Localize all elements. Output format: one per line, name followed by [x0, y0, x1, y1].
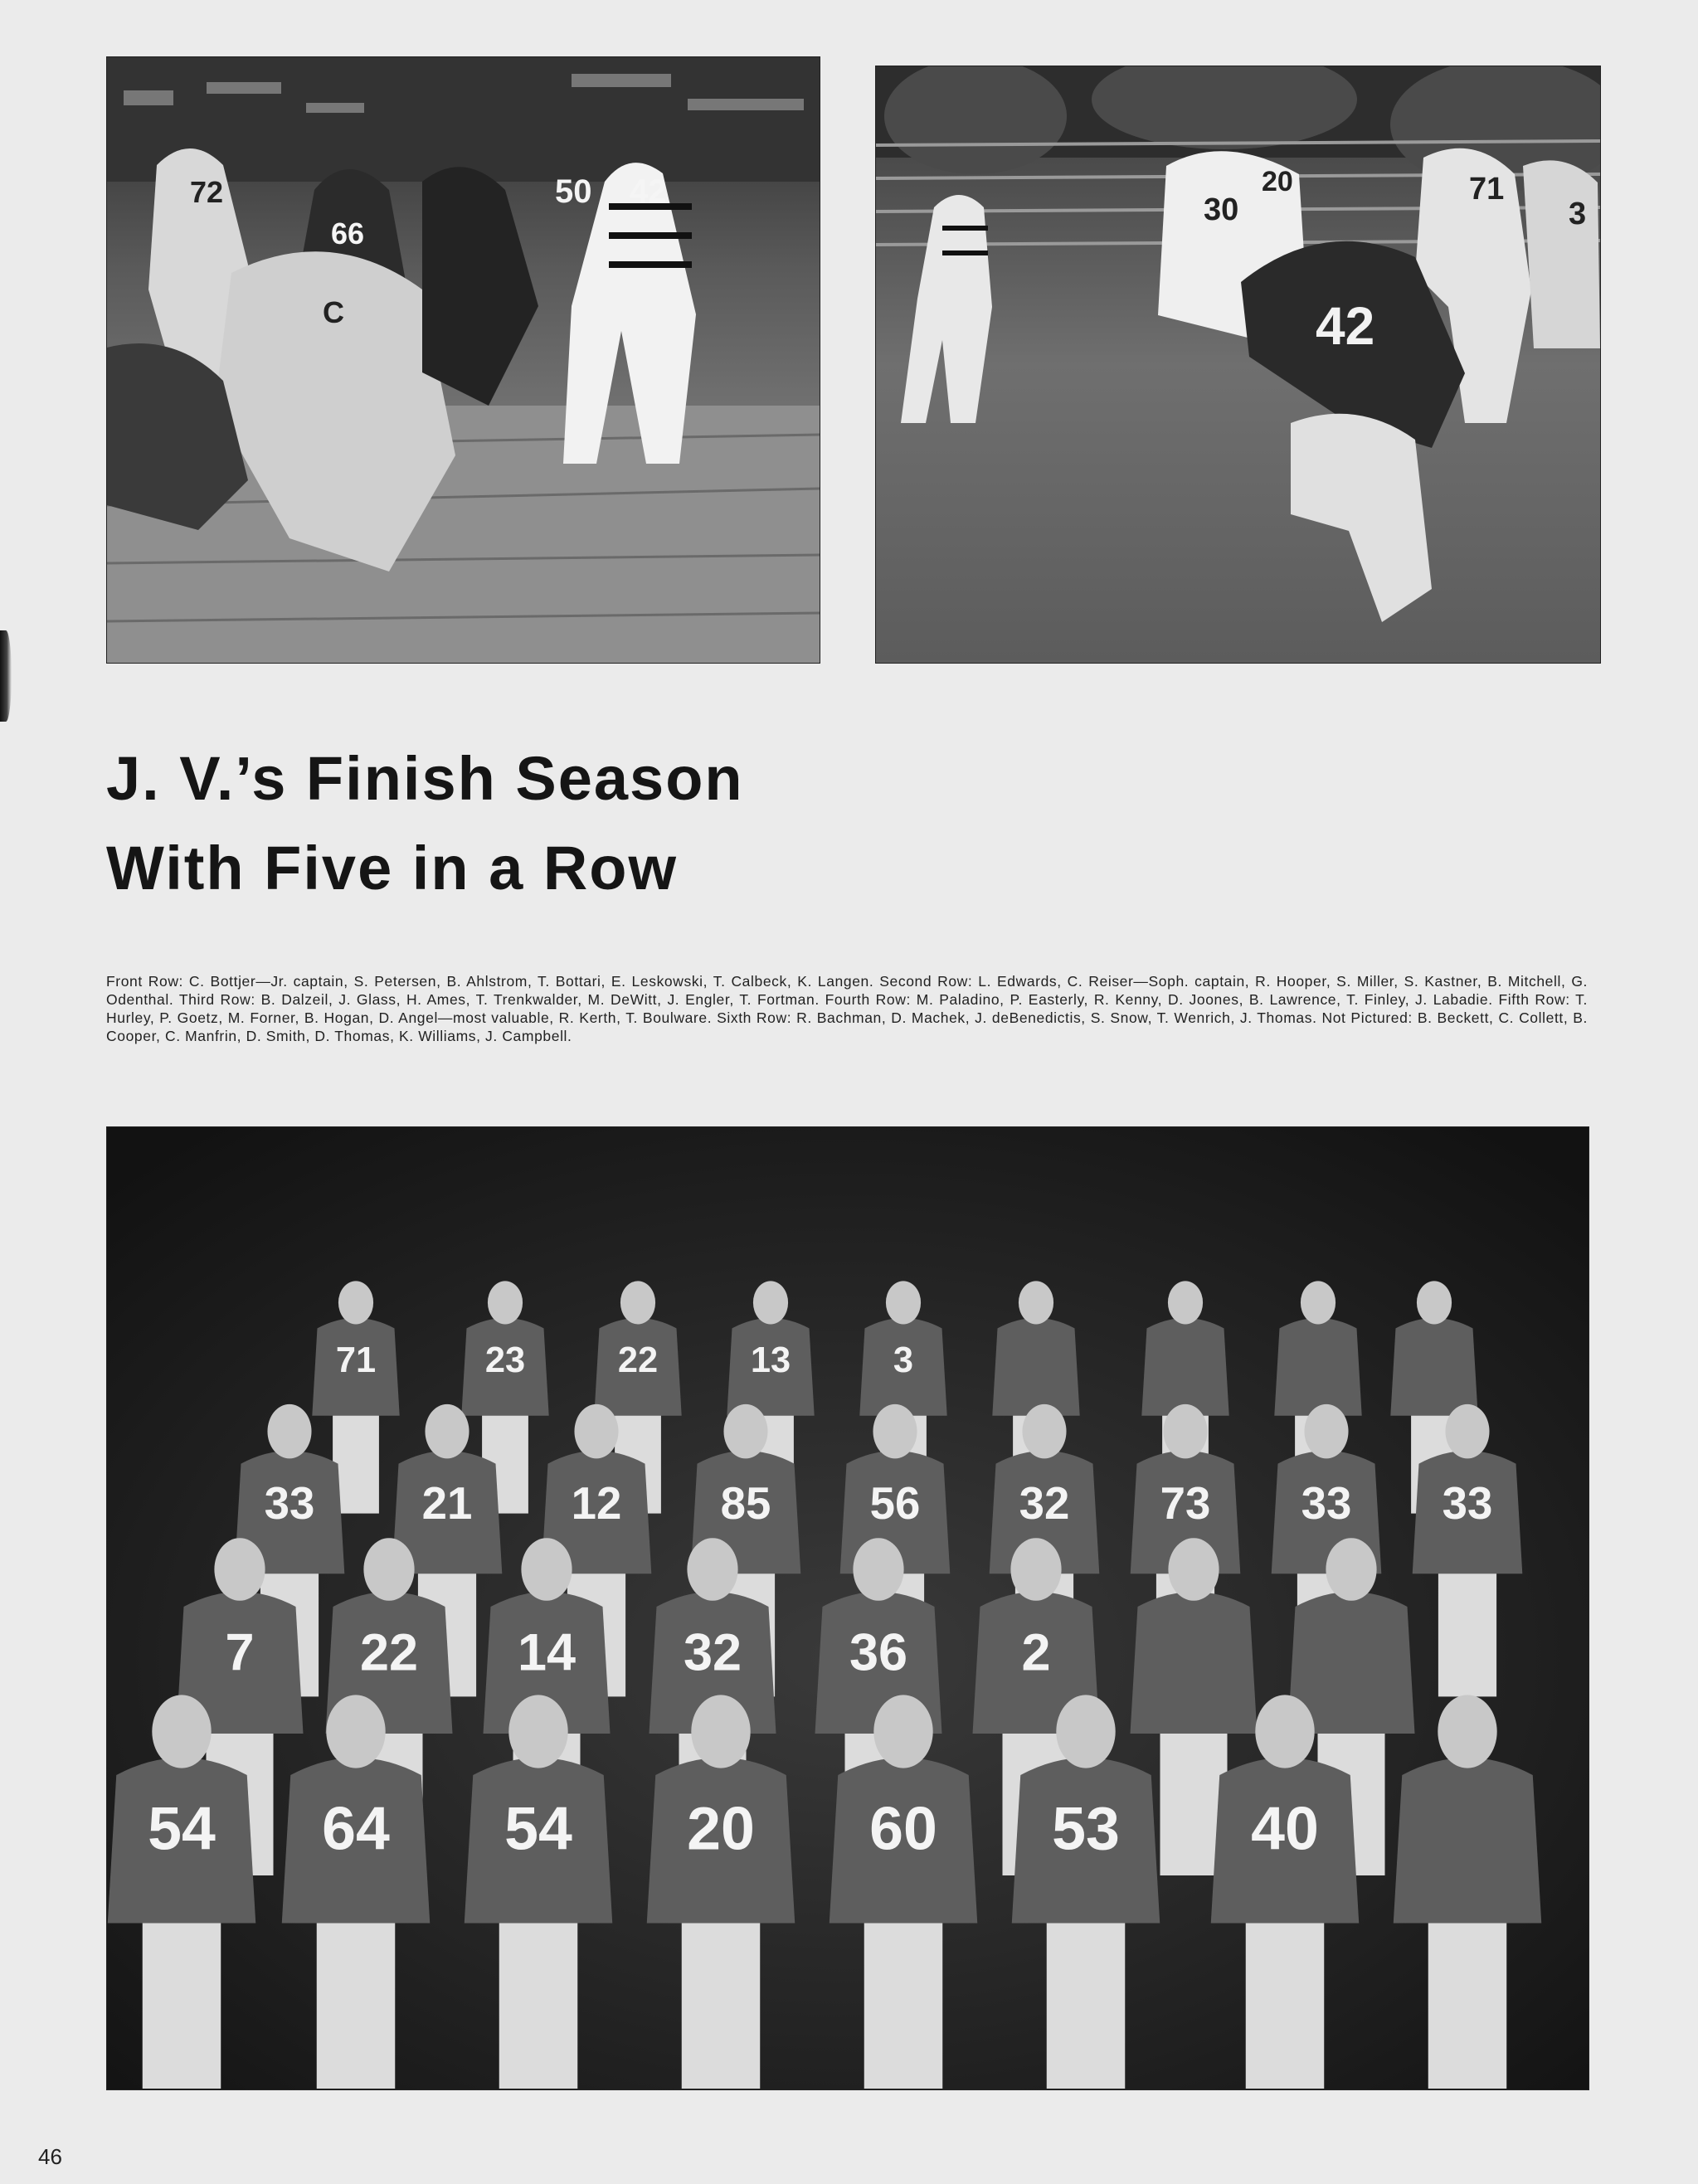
player-head — [723, 1404, 767, 1459]
article-headline — [106, 734, 1060, 913]
jersey-number: 21 — [421, 1477, 473, 1529]
jersey-number: 13 — [750, 1340, 791, 1381]
jersey-number: 71 — [1469, 172, 1505, 207]
jersey-number: 72 — [190, 175, 224, 209]
jersey-number: 3 — [1569, 197, 1587, 231]
jersey-number: 42 — [1316, 296, 1375, 356]
player-head — [1168, 1538, 1219, 1601]
player-head — [521, 1538, 572, 1601]
team-photo — [106, 1126, 1589, 2090]
player-head — [326, 1695, 385, 1768]
player-head — [1163, 1404, 1207, 1459]
game-action-photo-right-image — [876, 66, 1600, 663]
player-head — [574, 1404, 618, 1459]
jersey-number: 66 — [331, 216, 365, 251]
player-head — [753, 1281, 788, 1324]
player-head — [691, 1695, 750, 1768]
headline-line-1: J. V.’s Finish Season — [106, 744, 744, 813]
player-head — [214, 1538, 265, 1601]
player-head — [267, 1404, 311, 1459]
player-head — [425, 1404, 469, 1459]
jersey-number: 40 — [1251, 1793, 1319, 1863]
jersey-number: 22 — [359, 1623, 419, 1682]
player-head — [687, 1538, 737, 1601]
jersey-number: C — [323, 295, 344, 329]
player-head — [363, 1538, 414, 1601]
jersey-number: 14 — [517, 1623, 577, 1682]
jersey-number: 33 — [1442, 1477, 1493, 1529]
jersey-number: 3 — [893, 1340, 914, 1381]
jersey-number: 22 — [617, 1340, 659, 1381]
player-jersey — [1274, 1318, 1361, 1416]
player-head — [152, 1695, 211, 1768]
player-head — [1019, 1281, 1053, 1324]
jersey-number: 12 — [571, 1477, 622, 1529]
page-number: 46 — [38, 2144, 62, 2169]
jersey-number: 60 — [869, 1793, 937, 1863]
jersey-number: 85 — [720, 1477, 771, 1529]
player-head — [886, 1281, 921, 1324]
player-head — [1304, 1404, 1348, 1459]
jersey-number: 20 — [1262, 166, 1293, 197]
jersey-number: 53 — [1052, 1793, 1120, 1863]
jersey-number: 50 — [555, 173, 592, 210]
player-head — [508, 1695, 567, 1768]
player-head — [488, 1281, 523, 1324]
player-head — [873, 1404, 917, 1459]
team-photo-image — [107, 1127, 1589, 2089]
jersey-number: 54 — [504, 1793, 572, 1863]
jersey-number: 33 — [264, 1477, 315, 1529]
player-jersey — [1390, 1318, 1477, 1416]
player-jersey — [1394, 1758, 1542, 1924]
player-jersey — [1131, 1592, 1258, 1734]
jersey-number: 30 — [1204, 192, 1239, 227]
player-head — [1417, 1281, 1452, 1324]
jersey-number: 7 — [225, 1623, 255, 1682]
jersey-number: 54 — [148, 1793, 216, 1863]
player-head — [1022, 1404, 1066, 1459]
jersey-number: 73 — [1160, 1477, 1211, 1529]
player-jersey — [1141, 1318, 1228, 1416]
player-head — [873, 1695, 932, 1768]
page-edge-shadow — [0, 630, 12, 722]
jersey-number: 36 — [849, 1623, 908, 1682]
jersey-number: 32 — [683, 1623, 742, 1682]
player-head — [1255, 1695, 1314, 1768]
jersey-number: 42 — [630, 173, 667, 210]
jersey-number: 64 — [322, 1793, 390, 1863]
jersey-number: 20 — [687, 1793, 755, 1863]
game-action-photo-right — [875, 66, 1601, 664]
headline-line-2: With Five in a Row — [106, 834, 679, 902]
team-roster-caption: Front Row: C. Bottjer—Jr. captain, S. Petersen, B. Ahlstrom, T. Bottari, E. Leskowski, T. Calbeck, K. Langen. Second Row: L. Edwards, C. Reiser—Soph. captain, R. Hooper, S. Miller, S. Kastner, B. Mitchell, G. Odenthal. Third Row: B. Dalzeil, J. Glass, H. Ames, T. Trenkwalder, M. DeWitt, J. Engler, T. Fortman. Fourth Row: M. Paladino, P. Easterly, R. Kenny, D. Joones, B. Lawrence, T. Finley, J. Labadie. Fifth Row: T. Hurley, P. Goetz, M. Forner, B. Hogan, D. Angel—most valuable, R. Kerth, T. Boulware. Sixth Row: R. Bachman, D. Machek, J. deBenedictis, S. Snow, T. Wenrich, J. Thomas. Not Pictured: B. Beckett, C. Collett, B. Cooper, C. Manfrin, D. Smith, D. Thomas, K. Williams, J. Campbell. — [106, 973, 1588, 1044]
game-action-photo-left-image — [107, 57, 820, 663]
player-head — [1301, 1281, 1336, 1324]
player-head — [1438, 1695, 1496, 1768]
player-jersey — [992, 1318, 1079, 1416]
player-head — [853, 1538, 903, 1601]
player-head — [1168, 1281, 1203, 1324]
player-head — [1326, 1538, 1376, 1601]
jersey-number: 32 — [1019, 1477, 1070, 1529]
jersey-number: 56 — [869, 1477, 921, 1529]
player-head — [1010, 1538, 1061, 1601]
jersey-number: 23 — [484, 1340, 526, 1381]
player-head — [620, 1281, 655, 1324]
game-action-photo-left — [106, 56, 820, 664]
player-head — [338, 1281, 373, 1324]
player-head — [1056, 1695, 1115, 1768]
jersey-number: 2 — [1021, 1623, 1051, 1682]
player-head — [1445, 1404, 1489, 1459]
jersey-number: 33 — [1301, 1477, 1352, 1529]
jersey-number: 71 — [335, 1340, 377, 1381]
